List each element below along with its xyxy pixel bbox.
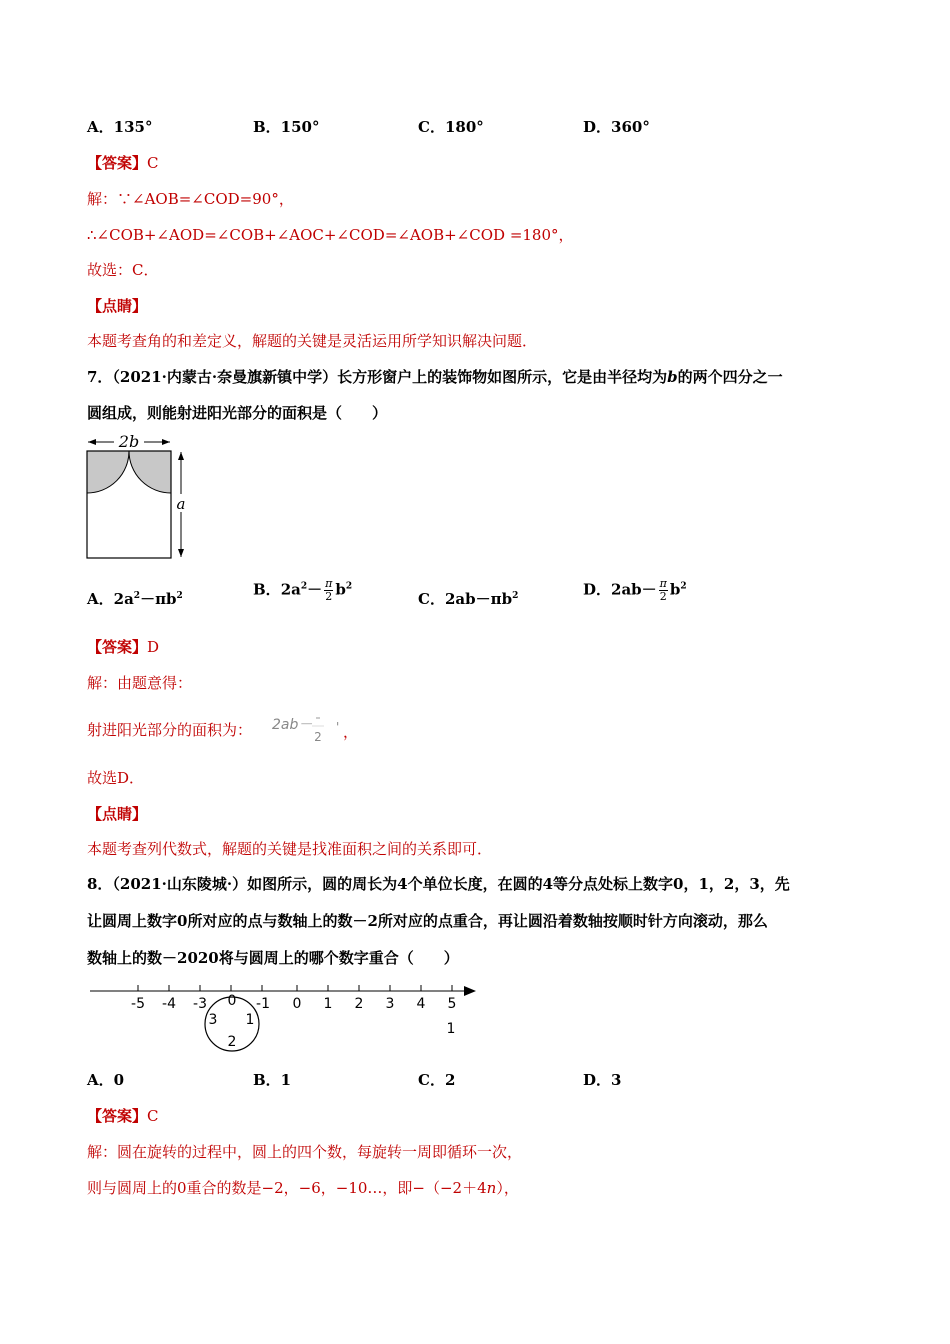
q7-formula-fraction — [310, 706, 330, 746]
circle-label-bottom: 2 — [227, 1034, 237, 1050]
option-term: －πb — [140, 590, 177, 608]
q7-stem-var: b — [667, 368, 678, 386]
stray-label: 1 — [446, 1021, 456, 1037]
formula-text: 2ab－ — [272, 717, 313, 733]
tick-label: 2 — [354, 996, 364, 1012]
q6-answer — [87, 152, 159, 173]
q7-option-c — [418, 588, 518, 609]
q7-solution-line-1: 解：由题意得： — [87, 674, 193, 692]
q7-stem-prefix: 7．（2021·内蒙古·奈曼旗新镇中学）长方形窗户上的装饰物如图所示，它是由半径均为 — [87, 368, 668, 386]
solution-prefix: 则与圆周上的0重合的数是−2，−6，−10…，即−（−2＋4 — [87, 1179, 487, 1197]
top-arrow-left — [88, 439, 96, 445]
tick-label: 0 — [292, 996, 302, 1012]
top-label: 2b — [118, 432, 140, 451]
option-term: b — [335, 580, 346, 599]
circle-label-top: 0 — [227, 993, 237, 1009]
tick-label: -4 — [162, 996, 176, 1012]
q6-solution-line-3: 故选：C． — [87, 261, 159, 279]
answer-value: C — [147, 1107, 159, 1125]
top-arrow-right — [162, 439, 170, 445]
circle-label-right: 1 — [245, 1012, 255, 1028]
answer-value: C — [147, 154, 159, 172]
answer-value: D — [147, 638, 160, 656]
option-letter: B． — [253, 580, 281, 599]
q7-stem-line-2: 圆组成，则能射进阳光部分的面积是（ ） — [87, 404, 388, 422]
option-exp: 2 — [176, 591, 183, 601]
q8-option-d: D．3 — [583, 1071, 622, 1089]
pi-over-2-fraction — [324, 578, 333, 603]
q8-number-line-figure — [86, 980, 486, 1075]
option-term: 2a — [280, 580, 301, 599]
q7-solution-line-3: 故选D． — [87, 769, 145, 787]
q7-stem-line-1 — [87, 366, 783, 387]
tick-label: -1 — [256, 996, 270, 1012]
shaded-region-left — [87, 451, 129, 493]
fraction-denominator: 2 — [325, 590, 333, 603]
answer-tag: 【答案】 — [87, 154, 148, 172]
option-term: 2ab－ — [611, 580, 657, 599]
q7-option-b — [253, 578, 352, 603]
circle-label-left: 3 — [208, 1012, 218, 1028]
axis-arrow — [464, 986, 476, 996]
q7-solution-formula — [272, 714, 312, 734]
q7-solution-line-2: 射进阳光部分的面积为： — [87, 721, 253, 739]
side-label: a — [176, 495, 186, 513]
option-letter: D． — [583, 580, 612, 599]
side-arrow-top — [178, 452, 184, 460]
pi-over-2-fraction — [659, 578, 668, 603]
shaded-region-right — [129, 451, 171, 493]
tick-label: -5 — [131, 996, 145, 1012]
fraction-numerator: π — [325, 577, 333, 590]
q6-option-b: B．150° — [253, 118, 320, 136]
q6-comment: 本题考查角的和差定义，解题的关键是灵活运用所学知识解决问题． — [87, 332, 538, 350]
fraction-denominator: 2 — [659, 590, 667, 603]
option-exp: 2 — [345, 581, 353, 592]
q7-solution-line-2-tail: ， — [343, 723, 359, 741]
side-arrow-bottom — [178, 549, 184, 557]
solution-var: n — [486, 1179, 497, 1197]
answer-tag: 【答案】 — [87, 1107, 148, 1125]
q7-solution-formula-tail: ' — [336, 720, 340, 734]
q6-option-d: D．360° — [583, 118, 650, 136]
tick-label: 3 — [385, 996, 395, 1012]
q8-stem-line-1: 8．（2021·山东陵城·）如图所示，圆的周长为4个单位长度，在圆的4等分点处标上数字0，1，2，3，先 — [87, 875, 790, 893]
tick-label: -3 — [193, 996, 207, 1012]
q8-solution-line-1: 解：圆在旋转的过程中，圆上的四个数，每旋转一周即循环一次， — [87, 1143, 523, 1161]
q7-stem-suffix: 的两个四分之一 — [677, 368, 783, 386]
q7-answer — [87, 636, 159, 657]
solution-suffix: ）， — [496, 1179, 519, 1197]
q7-option-d — [583, 578, 687, 603]
q8-option-c: C．2 — [418, 1071, 456, 1089]
q6-option-c: C．180° — [418, 118, 484, 136]
q8-stem-line-3: 数轴上的数－2020将与圆周上的哪个数字重合（ ） — [87, 949, 459, 967]
q6-comment-tag: 【点睛】 — [87, 297, 148, 315]
fraction-numerator: π — [659, 577, 667, 590]
q6-solution-line-2: ∴∠COB+∠AOD=∠COB+∠AOC+∠COD=∠AOB+∠COD =180°， — [87, 226, 574, 244]
q7-option-a — [87, 588, 183, 609]
tick-label: 1 — [323, 996, 333, 1012]
q7-window-figure — [84, 432, 196, 562]
tick-label: 4 — [416, 996, 426, 1012]
q8-stem-line-2: 让圆周上数字0所对应的点与数轴上的数－2所对应的点重合，再让圆沿着数轴按顺时针方向滚动，那么 — [87, 912, 768, 930]
q7-comment: 本题考查列代数式，解题的关键是找准面积之间的关系即可． — [87, 840, 493, 858]
q8-option-a: A．0 — [87, 1071, 125, 1089]
q6-option-a: A．135° — [87, 118, 153, 136]
q8-solution-line-2 — [87, 1177, 519, 1198]
option-term: 2a — [113, 590, 134, 608]
answer-tag: 【答案】 — [87, 638, 148, 656]
q6-solution-line-1: 解：∵∠AOB=∠COD=90°， — [87, 190, 294, 208]
option-term: 2ab－πb — [444, 590, 513, 608]
option-exp: 2 — [300, 581, 308, 592]
svg-text:2: 2 — [314, 730, 322, 744]
q8-answer — [87, 1105, 159, 1126]
option-exp: 2 — [512, 591, 519, 601]
option-exp: 2 — [680, 581, 687, 592]
tick-label: 5 — [447, 996, 457, 1012]
q8-option-b: B．1 — [253, 1071, 292, 1089]
tick-marks — [138, 985, 452, 991]
option-letter: A． — [87, 590, 114, 608]
q7-comment-tag: 【点睛】 — [87, 805, 148, 823]
option-exp: 2 — [133, 591, 141, 601]
option-term: － — [307, 580, 323, 599]
option-letter: C． — [418, 590, 445, 608]
option-term: b — [669, 580, 681, 599]
